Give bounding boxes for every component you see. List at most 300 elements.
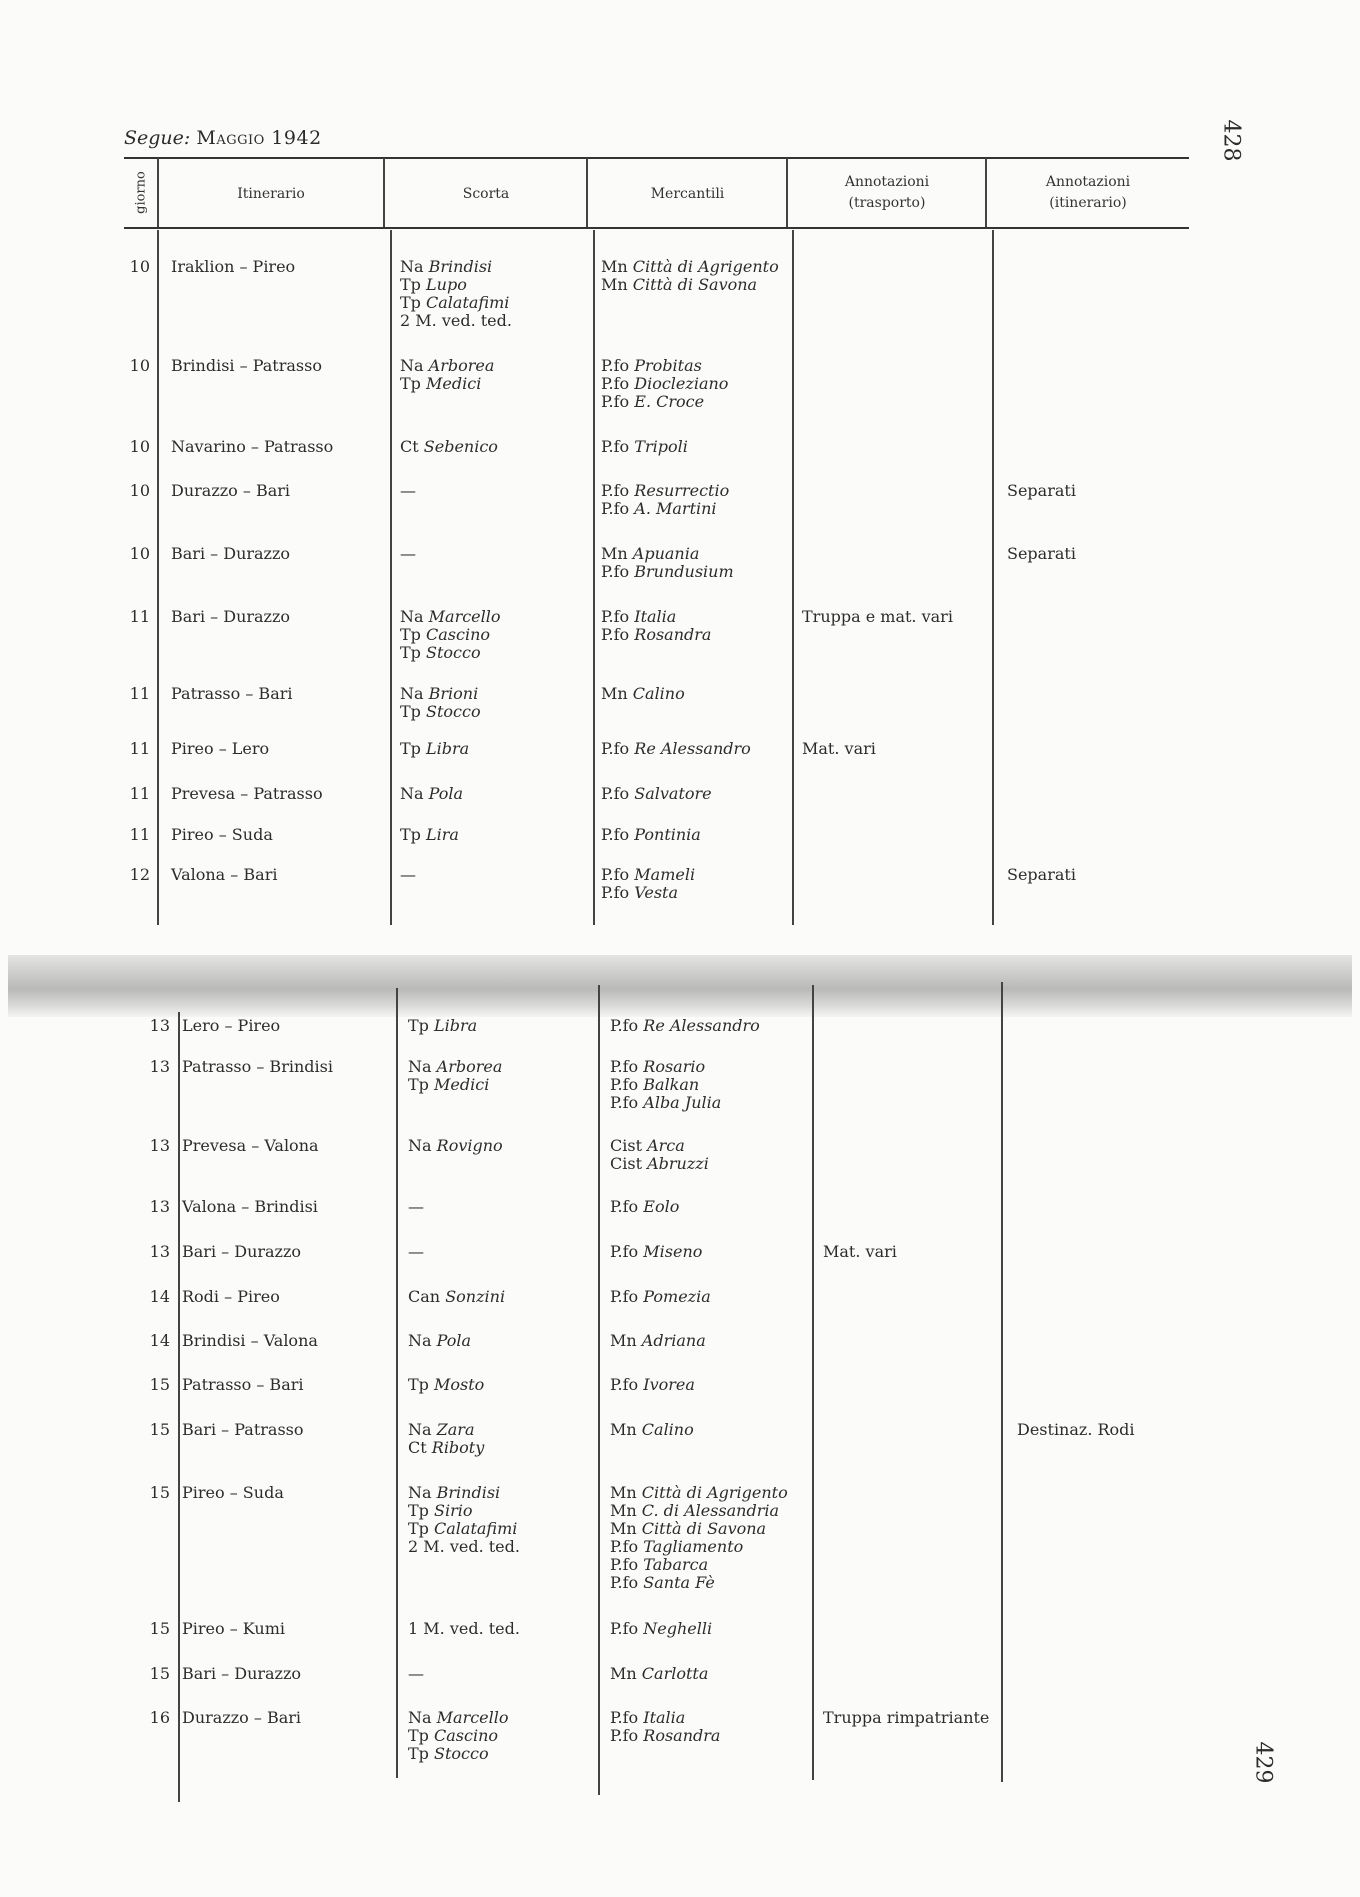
column-rule — [593, 230, 595, 925]
header-sep — [586, 158, 588, 227]
entry-line — [610, 1376, 695, 1394]
route-cell: Valona – Bari — [171, 865, 278, 884]
entry-line — [400, 294, 512, 312]
entry-name: C. di Alessandria — [641, 1501, 780, 1520]
entry-line — [408, 1439, 484, 1457]
entry-line — [601, 785, 712, 803]
route-cell: Bari – Durazzo — [171, 544, 291, 563]
day-cell: 10 — [129, 257, 150, 276]
ann-trasporto-cell: Truppa rimpatriante — [823, 1708, 990, 1727]
entry-line — [400, 312, 512, 330]
entry-line — [610, 1332, 706, 1350]
day-cell: 13 — [149, 1242, 170, 1261]
route-cell: Pireo – Lero — [171, 739, 270, 758]
escort-cell — [400, 357, 494, 393]
entry-type: Tp — [408, 1016, 429, 1035]
entry-line — [408, 1620, 520, 1638]
entry-line — [408, 1502, 520, 1520]
entry-type: P.fo — [610, 1555, 639, 1574]
merchant-cell — [610, 1332, 706, 1350]
entry-type: — — [408, 1197, 424, 1216]
merchant-cell — [601, 608, 711, 644]
entry-type: Mn — [610, 1483, 637, 1502]
column-rule — [390, 230, 392, 925]
day-cell: 10 — [129, 356, 150, 375]
day-cell: 13 — [149, 1197, 170, 1216]
entry-type: P.fo — [610, 1075, 639, 1094]
entry-type: P.fo — [610, 1573, 639, 1592]
escort-cell — [408, 1665, 424, 1683]
merchant-cell — [610, 1665, 708, 1683]
entry-name: Cascino — [434, 1726, 499, 1745]
merchant-cell — [610, 1620, 712, 1638]
entry-line — [408, 1376, 484, 1394]
entry-name: Mosto — [434, 1375, 485, 1394]
header-mercantili: Mercantili — [650, 186, 725, 202]
entry-type: Na — [408, 1420, 432, 1439]
ann-trasporto-cell: Truppa e mat. vari — [802, 607, 953, 626]
header-sep — [786, 158, 788, 227]
entry-type: Tp — [400, 275, 421, 294]
header-bottom-rule — [124, 227, 1189, 229]
escort-cell — [400, 608, 501, 662]
entry-name: Stocco — [426, 702, 481, 721]
merchant-cell — [610, 1198, 679, 1216]
route-cell: Brindisi – Patrasso — [171, 356, 322, 375]
entry-line — [610, 1421, 694, 1439]
entry-type: Tp — [400, 643, 421, 662]
entry-type: Na — [408, 1331, 432, 1350]
entry-name: Pomezia — [643, 1287, 711, 1306]
entry-line — [601, 258, 779, 276]
entry-type: Tp — [408, 1519, 429, 1538]
entry-line — [610, 1137, 709, 1155]
entry-type: P.fo — [610, 1708, 639, 1727]
merchant-cell — [601, 438, 688, 456]
entry-line — [400, 357, 494, 375]
entry-type: P.fo — [610, 1093, 639, 1112]
ann-itinerario-cell: Destinaz. Rodi — [1017, 1420, 1135, 1439]
entry-type: Tp — [400, 739, 421, 758]
entry-type: Tp — [408, 1744, 429, 1763]
entry-name: Brindisi — [436, 1483, 501, 1502]
entry-type: Tp — [400, 625, 421, 644]
entry-type: P.fo — [601, 883, 630, 902]
header-sep — [383, 158, 385, 227]
escort-cell — [408, 1058, 502, 1094]
column-rule — [792, 230, 794, 925]
entry-name: Riboty — [431, 1438, 485, 1457]
entry-type: P.fo — [601, 481, 630, 500]
entry-type: P.fo — [601, 437, 630, 456]
entry-name: Cascino — [426, 625, 491, 644]
day-cell: 11 — [129, 784, 150, 803]
ann-trasporto-cell: Mat. vari — [823, 1242, 897, 1261]
route-cell: Patrasso – Bari — [182, 1375, 304, 1394]
entry-line — [408, 1709, 509, 1727]
entry-type: Cist — [610, 1136, 642, 1155]
entry-name: Arca — [647, 1136, 685, 1155]
entry-line — [601, 357, 728, 375]
entry-name: Mameli — [634, 865, 696, 884]
entry-line — [601, 545, 734, 563]
escort-cell — [408, 1376, 484, 1394]
entry-type: P.fo — [601, 865, 630, 884]
day-cell: 10 — [129, 481, 150, 500]
entry-name: Balkan — [643, 1075, 700, 1094]
page-number-top: 428 — [1218, 119, 1244, 162]
entry-type: — — [400, 544, 416, 563]
entry-line — [408, 1198, 424, 1216]
day-cell: 14 — [149, 1287, 170, 1306]
entry-type: Tp — [400, 374, 421, 393]
header-ann-itinerario: Annotazioni (itinerario) — [1045, 174, 1131, 211]
route-cell: Durazzo – Bari — [182, 1708, 302, 1727]
entry-type: Tp — [408, 1501, 429, 1520]
merchant-cell — [601, 545, 734, 581]
escort-cell — [408, 1137, 503, 1155]
merchant-cell — [610, 1709, 720, 1745]
entry-type: 1 M. ved. ted. — [408, 1619, 520, 1638]
entry-line — [601, 375, 728, 393]
day-cell: 13 — [149, 1016, 170, 1035]
entry-name: Calatafimi — [426, 293, 510, 312]
route-cell: Rodi – Pireo — [182, 1287, 280, 1306]
entry-line — [610, 1620, 712, 1638]
entry-line — [610, 1243, 702, 1261]
entry-line — [400, 626, 501, 644]
entry-line — [400, 785, 463, 803]
route-cell: Patrasso – Bari — [171, 684, 293, 703]
entry-name: Lira — [426, 825, 459, 844]
entry-line — [408, 1058, 502, 1076]
escort-cell — [400, 258, 512, 330]
entry-line — [601, 866, 695, 884]
header-top-rule — [124, 157, 1189, 159]
entry-type: Mn — [601, 684, 628, 703]
ann-itinerario-cell: Separati — [1007, 481, 1076, 500]
merchant-cell — [610, 1243, 702, 1261]
escort-cell — [400, 545, 416, 563]
scan-fold — [8, 955, 1352, 1017]
entry-type: P.fo — [610, 1016, 639, 1035]
merchant-cell — [610, 1484, 788, 1592]
entry-type: P.fo — [610, 1537, 639, 1556]
entry-type: P.fo — [601, 562, 630, 581]
entry-type: Can — [408, 1287, 441, 1306]
entry-name: Marcello — [436, 1708, 509, 1727]
entry-line — [610, 1094, 721, 1112]
entry-name: A. Martini — [634, 499, 717, 518]
entry-type: Tp — [408, 1726, 429, 1745]
entry-line — [400, 482, 416, 500]
entry-name: Medici — [426, 374, 482, 393]
day-cell: 14 — [149, 1331, 170, 1350]
entry-line — [610, 1288, 711, 1306]
entry-type: Na — [400, 607, 424, 626]
entry-line — [408, 1421, 484, 1439]
entry-name: Libra — [426, 739, 470, 758]
entry-type: P.fo — [610, 1375, 639, 1394]
entry-type: P.fo — [601, 499, 630, 518]
entry-name: Sirio — [434, 1501, 473, 1520]
entry-line — [610, 1502, 788, 1520]
entry-line — [400, 644, 501, 662]
entry-type: Cist — [610, 1154, 642, 1173]
entry-type: P.fo — [610, 1057, 639, 1076]
merchant-cell — [601, 866, 695, 902]
escort-cell — [400, 685, 481, 721]
entry-name: Vesta — [634, 883, 678, 902]
entry-type: Ct — [400, 437, 419, 456]
escort-cell — [400, 482, 416, 500]
entry-type: Mn — [601, 257, 628, 276]
entry-type: — — [408, 1664, 424, 1683]
entry-type: Na — [400, 257, 424, 276]
entry-line — [601, 482, 729, 500]
page-number-bottom: 429 — [1250, 1741, 1276, 1784]
day-cell: 16 — [149, 1708, 170, 1727]
header-sep — [157, 158, 159, 227]
merchant-cell — [601, 826, 701, 844]
route-cell: Patrasso – Brindisi — [182, 1057, 333, 1076]
entry-name: Medici — [434, 1075, 490, 1094]
entry-line — [400, 866, 416, 884]
entry-line — [610, 1076, 721, 1094]
entry-line — [408, 1520, 520, 1538]
entry-type: P.fo — [610, 1619, 639, 1638]
escort-cell — [400, 826, 459, 844]
entry-type: Mn — [601, 544, 628, 563]
escort-cell — [408, 1243, 424, 1261]
entry-type: P.fo — [601, 356, 630, 375]
merchant-cell — [601, 685, 685, 703]
header-sep — [985, 158, 987, 227]
entry-line — [601, 276, 779, 294]
entry-name: Probitas — [634, 356, 702, 375]
column-rule — [812, 985, 814, 1780]
entry-type: P.fo — [601, 625, 630, 644]
entry-type: Na — [400, 784, 424, 803]
entry-name: Ivorea — [643, 1375, 695, 1394]
entry-line — [610, 1538, 788, 1556]
route-cell: Valona – Brindisi — [182, 1197, 318, 1216]
entry-line — [610, 1709, 720, 1727]
entry-type: — — [400, 481, 416, 500]
entry-type: Mn — [610, 1420, 637, 1439]
day-cell: 15 — [149, 1420, 170, 1439]
merchant-cell — [601, 785, 712, 803]
entry-line — [610, 1058, 721, 1076]
entry-line — [610, 1484, 788, 1502]
route-cell: Pireo – Suda — [182, 1483, 284, 1502]
entry-name: Alba Julia — [643, 1093, 722, 1112]
merchant-cell — [610, 1137, 709, 1173]
entry-type: 2 M. ved. ted. — [408, 1537, 520, 1556]
entry-line — [610, 1574, 788, 1592]
escort-cell — [408, 1017, 477, 1035]
section-title — [124, 127, 322, 149]
entry-name: Tabarca — [643, 1555, 709, 1574]
entry-type: Mn — [610, 1501, 637, 1520]
entry-type: Mn — [610, 1331, 637, 1350]
ann-itinerario-cell: Separati — [1007, 865, 1076, 884]
merchant-cell — [610, 1421, 694, 1439]
entry-name: Apuania — [632, 544, 700, 563]
entry-name: Stocco — [434, 1744, 489, 1763]
entry-name: Pontinia — [634, 825, 701, 844]
entry-line — [610, 1727, 720, 1745]
day-cell: 11 — [129, 825, 150, 844]
entry-type: Na — [400, 356, 424, 375]
header-giorno: giorno — [133, 171, 149, 214]
entry-name: Pola — [428, 784, 464, 803]
title-month: Maggio 1942 — [196, 127, 322, 149]
entry-name: Salvatore — [634, 784, 712, 803]
entry-type: P.fo — [610, 1242, 639, 1261]
entry-line — [400, 375, 494, 393]
entry-name: Calino — [632, 684, 685, 703]
entry-name: Diocleziano — [634, 374, 729, 393]
route-cell: Iraklion – Pireo — [171, 257, 296, 276]
entry-name: Brindisi — [428, 257, 493, 276]
day-cell: 11 — [129, 684, 150, 703]
entry-type: Mn — [601, 275, 628, 294]
entry-line — [601, 563, 734, 581]
entry-type: Tp — [400, 702, 421, 721]
day-cell: 15 — [149, 1664, 170, 1683]
route-cell: Lero – Pireo — [182, 1016, 281, 1035]
entry-name: Lupo — [426, 275, 467, 294]
entry-line — [610, 1520, 788, 1538]
entry-line — [400, 608, 501, 626]
merchant-cell — [601, 258, 779, 294]
entry-line — [408, 1017, 477, 1035]
entry-line — [408, 1727, 509, 1745]
escort-cell — [408, 1620, 520, 1638]
entry-name: Stocco — [426, 643, 481, 662]
entry-type: Mn — [610, 1519, 637, 1538]
entry-line — [408, 1538, 520, 1556]
entry-type: P.fo — [610, 1287, 639, 1306]
route-cell: Prevesa – Valona — [182, 1136, 319, 1155]
entry-line — [601, 884, 695, 902]
entry-type: — — [400, 865, 416, 884]
entry-name: Santa Fè — [643, 1573, 715, 1592]
entry-type: Na — [408, 1483, 432, 1502]
column-rule — [157, 230, 159, 925]
entry-name: Italia — [634, 607, 677, 626]
route-cell: Pireo – Suda — [171, 825, 273, 844]
entry-line — [610, 1017, 760, 1035]
entry-line — [408, 1332, 471, 1350]
entry-name: Neghelli — [643, 1619, 713, 1638]
ann-trasporto-cell: Mat. vari — [802, 739, 876, 758]
entry-line — [408, 1243, 424, 1261]
merchant-cell — [610, 1058, 721, 1112]
entry-line — [601, 608, 711, 626]
escort-cell — [408, 1421, 484, 1457]
column-rule — [396, 988, 398, 1778]
entry-line — [400, 740, 469, 758]
route-cell: Pireo – Kumi — [182, 1619, 285, 1638]
route-cell: Navarino – Patrasso — [171, 437, 334, 456]
escort-cell — [408, 1198, 424, 1216]
entry-name: Rosario — [643, 1057, 706, 1076]
entry-name: Re Alessandro — [634, 739, 751, 758]
route-cell: Bari – Durazzo — [171, 607, 291, 626]
entry-type: Na — [400, 684, 424, 703]
entry-type: P.fo — [610, 1197, 639, 1216]
entry-name: Arborea — [428, 356, 495, 375]
merchant-cell — [601, 482, 729, 518]
day-cell: 13 — [149, 1057, 170, 1076]
entry-name: Tripoli — [634, 437, 688, 456]
entry-line — [601, 393, 728, 411]
day-cell: 15 — [149, 1375, 170, 1394]
entry-name: Brioni — [428, 684, 479, 703]
entry-name: Tagliamento — [643, 1537, 744, 1556]
entry-name: Calatafimi — [434, 1519, 518, 1538]
entry-type: Tp — [400, 825, 421, 844]
entry-name: E. Croce — [634, 392, 705, 411]
day-cell: 11 — [129, 607, 150, 626]
entry-name: Abruzzi — [647, 1154, 709, 1173]
title-label: Segue: — [124, 127, 191, 149]
entry-line — [400, 258, 512, 276]
entry-name: Città di Savona — [641, 1519, 767, 1538]
column-rule — [1001, 982, 1003, 1782]
entry-type: — — [408, 1242, 424, 1261]
entry-name: Città di Agrigento — [632, 257, 779, 276]
escort-cell — [400, 438, 498, 456]
merchant-cell — [601, 357, 728, 411]
entry-type: Ct — [408, 1438, 427, 1457]
column-rule — [178, 1012, 180, 1802]
entry-type: P.fo — [601, 739, 630, 758]
entry-name: Eolo — [643, 1197, 680, 1216]
merchant-cell — [610, 1376, 695, 1394]
entry-name: Arborea — [436, 1057, 503, 1076]
entry-name: Italia — [643, 1708, 686, 1727]
entry-line — [400, 685, 481, 703]
escort-cell — [400, 740, 469, 758]
escort-cell — [408, 1288, 505, 1306]
escort-cell — [408, 1484, 520, 1556]
entry-line — [610, 1556, 788, 1574]
header-itinerario: Itinerario — [237, 186, 305, 202]
entry-type: Tp — [408, 1375, 429, 1394]
entry-type: 2 M. ved. ted. — [400, 311, 512, 330]
day-cell: 12 — [129, 865, 150, 884]
escort-cell — [408, 1332, 471, 1350]
entry-name: Città di Agrigento — [641, 1483, 788, 1502]
entry-line — [408, 1745, 509, 1763]
route-cell: Bari – Durazzo — [182, 1242, 302, 1261]
entry-type: P.fo — [601, 607, 630, 626]
entry-line — [408, 1076, 502, 1094]
entry-line — [408, 1137, 503, 1155]
day-cell: 10 — [129, 437, 150, 456]
entry-name: Pola — [436, 1331, 472, 1350]
day-cell: 15 — [149, 1619, 170, 1638]
entry-type: Na — [408, 1708, 432, 1727]
entry-name: Rovigno — [436, 1136, 503, 1155]
entry-type: Tp — [400, 293, 421, 312]
entry-name: Rosandra — [634, 625, 712, 644]
entry-line — [601, 685, 685, 703]
escort-cell — [408, 1709, 509, 1763]
